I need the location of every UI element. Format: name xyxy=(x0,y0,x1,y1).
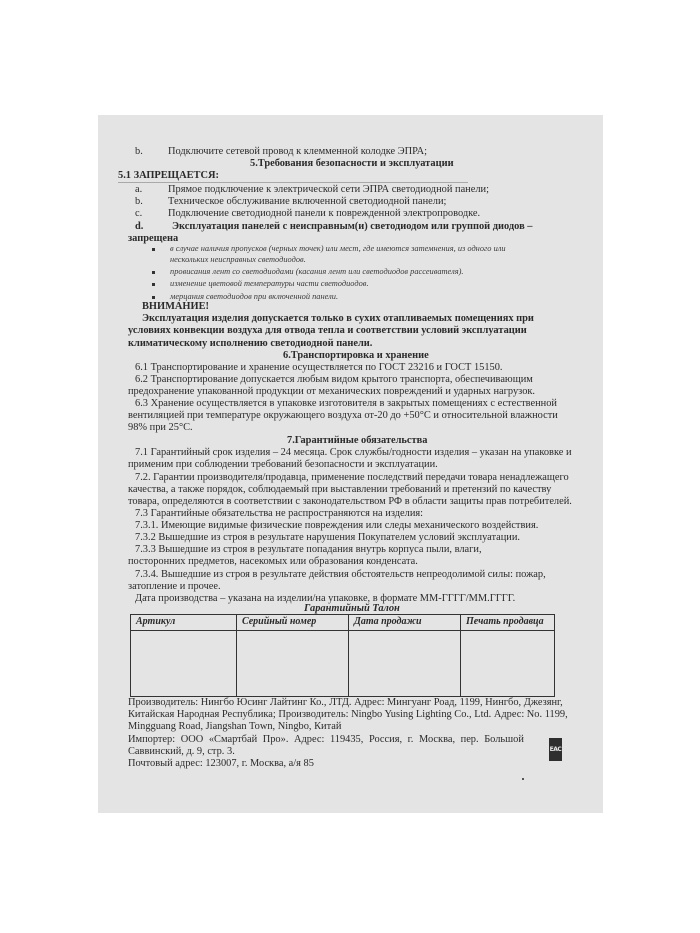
section7-line: товара, определяются в соответствии с законодательством РФ в области защиты прав потребителей. xyxy=(128,496,572,507)
section7-line: затопление и прочее. xyxy=(128,581,221,592)
attention-line: климатическому исполнению светодиодной панели. xyxy=(128,338,373,349)
section5-title: 5.Требования безопасности и эксплуатации xyxy=(250,158,454,169)
bullet-text-cont: нескольких неисправных светодиодов. xyxy=(170,255,306,264)
section5-subtitle: 5.1 ЗАПРЕЩАЕТСЯ: xyxy=(118,170,219,181)
section5-item-b-marker: b. xyxy=(135,196,143,207)
section6-line: вентиляцией при температуре окружающего воздуха от-20 до +50°С и относительной влажности xyxy=(128,410,558,421)
warranty-card-table xyxy=(130,614,555,697)
section5-item-c-marker: c. xyxy=(135,208,143,219)
section5-item-c-text: Подключение светодиодной панели к поврежденной электропроводке. xyxy=(168,208,481,219)
section5-item-b-text: Техническое обслуживание включенной светодиодной панели; xyxy=(168,196,447,207)
section7-line: 7.3.2 Вышедшие из строя в результате нарушения Покупателем условий эксплуатации. xyxy=(135,532,521,543)
bullet-text: изменение цветовой температуры части светодиодов. xyxy=(170,279,369,288)
bullet-icon xyxy=(152,271,155,274)
section7-line: 7.3.3 Вышедшие из строя в результате попадания внутрь корпуса пыли, влаги, xyxy=(135,544,482,555)
section7-line: 7.3 Гарантийные обязательства не распространяются на изделия: xyxy=(135,508,424,519)
section7-line: посторонних предметов, насекомых или образования конденсата. xyxy=(128,556,418,567)
column-header-sale-date: Дата продажи xyxy=(354,616,422,627)
intro-item-marker: b. xyxy=(135,146,143,157)
section7-line: 7.3.1. Имеющие видимые физические повреждения или следы механического воздействия. xyxy=(135,520,539,531)
section5-item-d-text: Эксплуатация панелей с неисправным(и) светодиодом или группой диодов – xyxy=(172,221,533,232)
manufacturer-line: Производитель: Нингбо Юсинг Лайтинг Ко., ЛТД. Адрес: Мингуанг Роад, 1199, Нингбо, Джезянг, xyxy=(128,697,563,708)
section6-line: 6.3 Хранение осуществляется в упаковке изготовителя в закрытых помещениях с естественной xyxy=(135,398,557,409)
attention-line: Эксплуатация изделия допускается только в сухих отапливаемых помещениях при xyxy=(142,313,534,324)
production-date-line: Дата производства – указана на изделии/на упаковке, в формате ММ-ГГГГ/ММ.ГГГГ. xyxy=(135,593,516,604)
bullet-icon xyxy=(152,296,155,299)
column-divider xyxy=(460,615,461,696)
column-header-serial-number: Серийный номер xyxy=(242,616,317,627)
section5-item-a-text: Прямое подключение к электрической сети ЭПРА светодиодной панели; xyxy=(168,184,489,195)
eac-certification-icon: EAC xyxy=(549,738,562,761)
section7-line: 7.1 Гарантийный срок изделия – 24 месяца. Срок службы/годности изделия – указан на упаковке и xyxy=(135,447,572,458)
speck xyxy=(522,778,524,780)
section5-item-d-text-cont: запрещена xyxy=(128,233,179,244)
section6-title: 6.Транспортировка и хранение xyxy=(283,350,429,361)
manufacturer-line: Mingguang Road, Jiangshan Town, Ningbo, Китай xyxy=(128,721,342,732)
column-header-article: Артикул xyxy=(136,616,176,627)
section7-title: 7.Гарантийные обязательства xyxy=(287,435,428,446)
column-divider xyxy=(348,615,349,696)
section7-line: применим при соблюдении требований безопасности и эксплуатации. xyxy=(128,459,438,470)
bullet-text: мерцания светодиодов при включенной панели. xyxy=(170,292,339,301)
section6-line: предохранение упакованной продукции от механических повреждений и ударных нагрузок. xyxy=(128,386,536,397)
manufacturer-line: Китайская Народная Республика; Производитель: Ningbo Yusing Lighting Co., Ltd. Адрес: No. 1199, xyxy=(128,709,568,720)
section5-item-d-marker: d. xyxy=(135,221,144,232)
bullet-icon xyxy=(152,283,155,286)
importer-line: Импортер: ООО «Смартбай Про». Адрес: 119435, Россия, г. Москва, пер. Большой xyxy=(128,734,524,745)
column-divider xyxy=(236,615,237,696)
section7-line: 7.3.4. Вышедшие из строя в результате действия обстоятельств непреодолимой силы: пожар, xyxy=(135,569,546,580)
intro-item-text: Подключите сетевой провод к клемменной колодке ЭПРА; xyxy=(168,146,427,157)
section6-line: 6.2 Транспортирование допускается любым видом крытого транспорта, обеспечивающим xyxy=(135,374,533,385)
bullet-text: в случае наличия пропусков (черных точек) или мест, где имеются затемнения, из одного или xyxy=(170,244,506,253)
attention-line: условиях конвекции воздуха для отвода тепла и соответствии условий эксплуатации xyxy=(128,325,527,336)
attention-title: ВНИМАНИЕ! xyxy=(142,301,209,312)
section7-line: 7.2. Гарантии производителя/продавца, применение последствий передачи товара ненадлежащего xyxy=(135,472,569,483)
bullet-icon xyxy=(152,248,155,251)
bleed-through-line xyxy=(118,182,468,183)
section6-line: 6.1 Транспортирование и хранение осуществляется по ГОСТ 23216 и ГОСТ 15150. xyxy=(135,362,503,373)
importer-line: Саввинский, д. 9, стр. 3. xyxy=(128,746,235,757)
section5-item-a-marker: a. xyxy=(135,184,143,195)
postal-address-line: Почтовый адрес: 123007, г. Москва, а/я 85 xyxy=(128,758,314,769)
column-header-seller-stamp: Печать продавца xyxy=(466,616,544,627)
warranty-card-title: Гарантийный Талон xyxy=(304,603,400,614)
section7-line: качества, а также порядок, соблюдаемый при выставлении требований и претензий по качеству xyxy=(128,484,552,495)
section6-line: 98% при 25°С. xyxy=(128,422,193,433)
bullet-text: провисания лент со светодиодами (касания лент или светодиодов рассеивателя). xyxy=(170,267,464,276)
